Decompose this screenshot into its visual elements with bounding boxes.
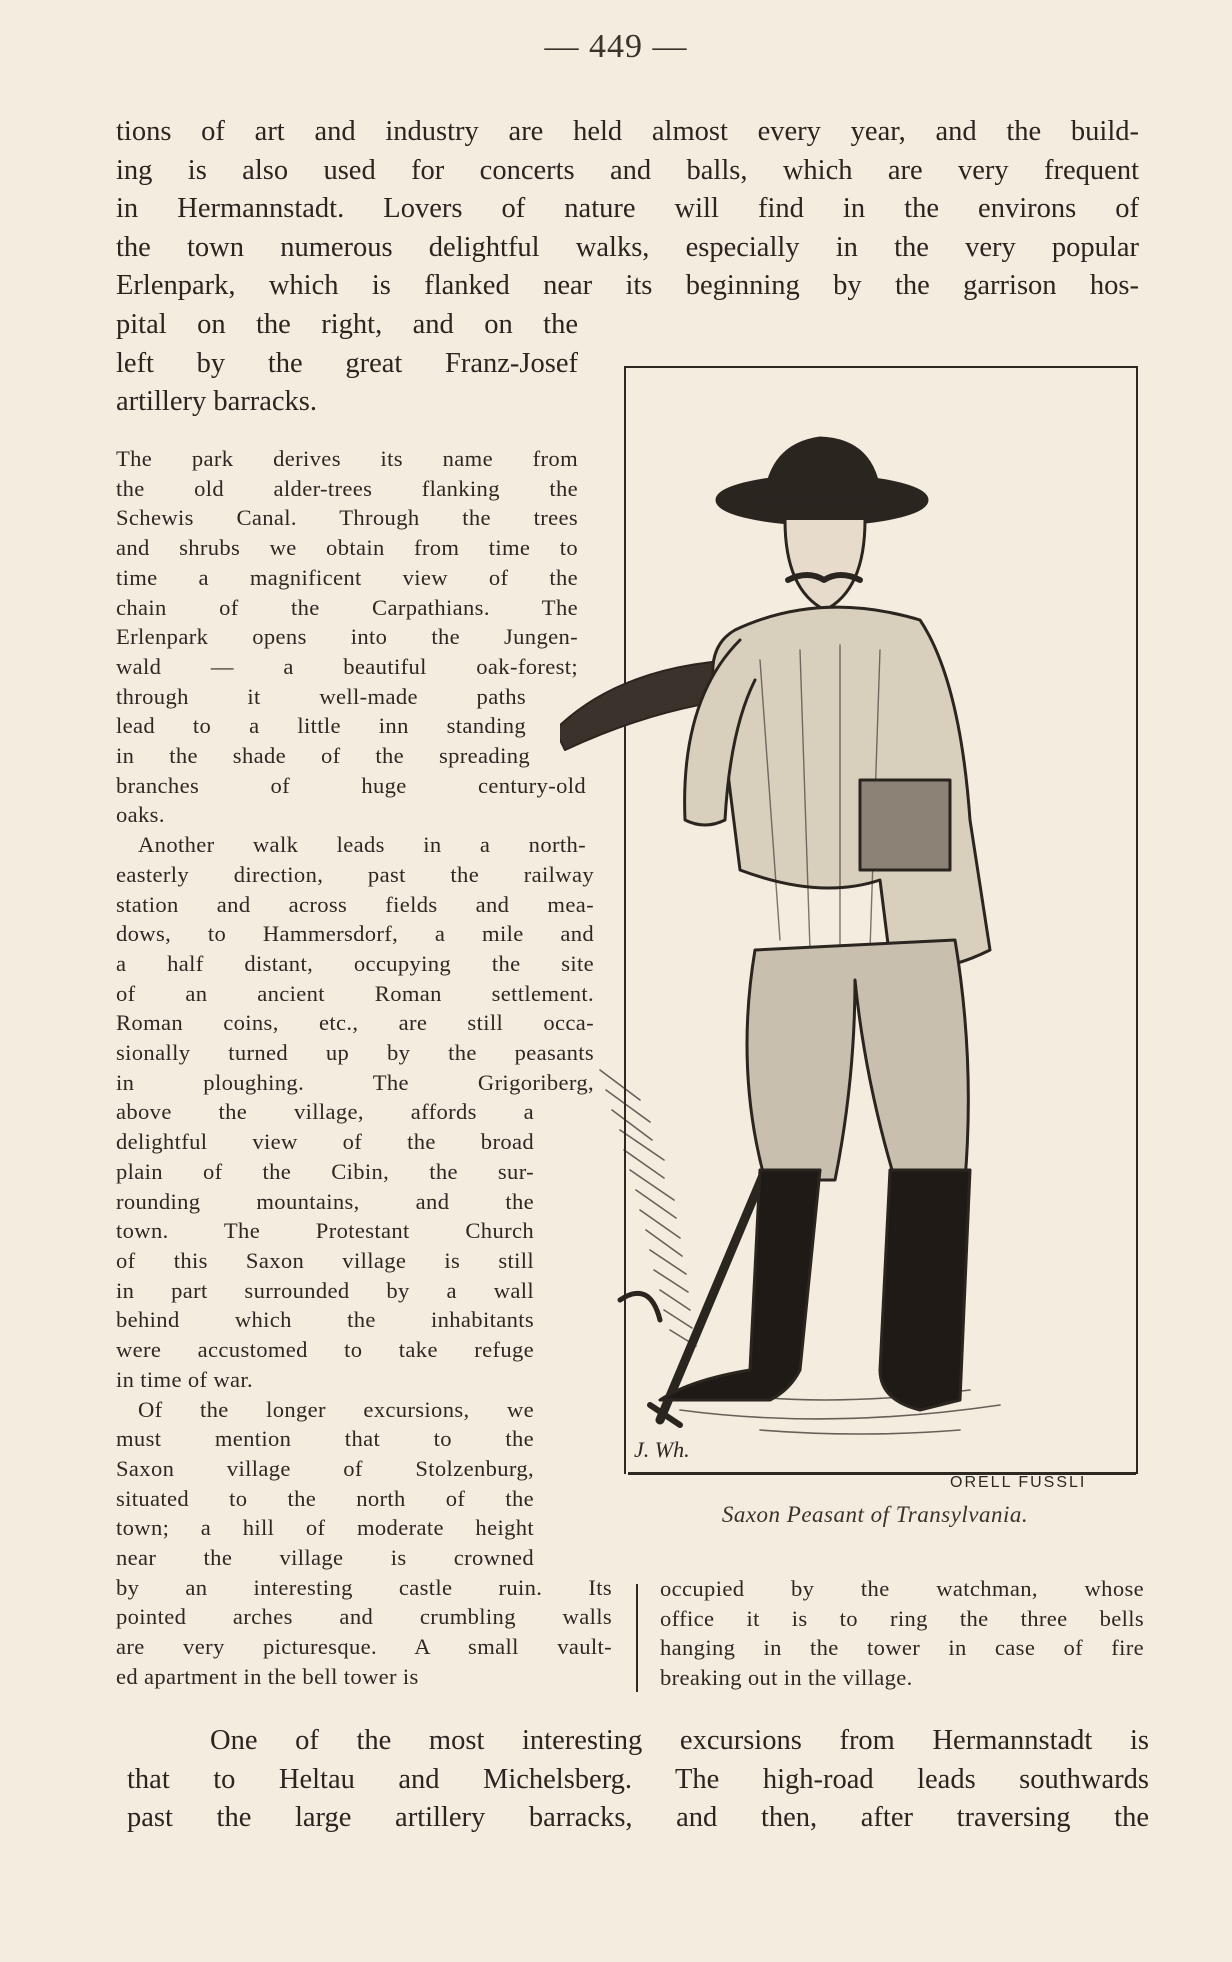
small-line: are very picturesque. A small vault- xyxy=(116,1634,612,1660)
small-line: of this Saxon village is still xyxy=(116,1247,534,1273)
outro-paragraph xyxy=(127,1722,1149,1838)
small-line: must mention that to the xyxy=(116,1426,534,1452)
outro-line: One of the most interesting excursions from Hermannstadt is xyxy=(210,1725,1149,1756)
small-line: delightful view of the broad xyxy=(116,1129,534,1155)
small-line: near the village is crowned xyxy=(116,1545,534,1571)
small-line: were accustomed to take refuge xyxy=(116,1337,534,1363)
small-line: branches of huge century-old xyxy=(116,772,586,798)
small-line: Saxon village of Stolzenburg, xyxy=(116,1455,534,1481)
outro-line: that to Heltau and Michelsberg. The high-road leads southwards xyxy=(127,1763,1149,1795)
small-line: pointed arches and crumbling walls xyxy=(116,1604,612,1630)
small-line: Erlenpark opens into the Jungen- xyxy=(116,624,578,650)
intro-line: in Hermannstadt. Lovers of nature will find in the environs of xyxy=(116,193,1139,225)
small-text-right xyxy=(660,1574,1144,1693)
intro-line: tions of art and industry are held almost every year, and the build- xyxy=(116,116,1139,147)
small-line: in ploughing. The Grigoriberg, xyxy=(116,1069,594,1095)
small-line: the old alder-trees flanking the xyxy=(116,475,578,501)
intro-line: Erlenpark, which is flanked near its beginning by the garrison hos- xyxy=(116,270,1139,302)
small-line: time a magnificent view of the xyxy=(116,564,578,590)
small-line: by an interesting castle ruin. Its xyxy=(116,1574,612,1600)
small-line: behind which the inhabitants xyxy=(116,1307,534,1333)
intro-paragraph-narrow xyxy=(116,306,578,422)
small-line: lead to a little inn standing xyxy=(116,713,526,739)
intro-line: pital on the right, and on the xyxy=(116,309,578,340)
outro-line: past the large artillery barracks, and then, after traversing the xyxy=(127,1802,1149,1834)
small-line: oaks. xyxy=(116,802,165,828)
small-line: and shrubs we obtain from time to xyxy=(116,535,578,561)
small-line: The park derives its name from xyxy=(116,446,578,471)
page-number: — 449 — xyxy=(544,28,688,65)
small-line: chain of the Carpathians. The xyxy=(116,594,578,620)
small-line: above the village, affords a xyxy=(116,1099,534,1125)
small-line: occupied by the watchman, whose xyxy=(660,1576,1144,1601)
small-line: breaking out in the village. xyxy=(660,1665,913,1691)
small-line: hanging in the tower in case of fire xyxy=(660,1635,1144,1661)
column-divider xyxy=(636,1584,638,1692)
intro-line: the town numerous delightful walks, especially in the very popular xyxy=(116,231,1139,263)
small-text-column xyxy=(116,444,612,1692)
small-line: plain of the Cibin, the sur- xyxy=(116,1158,534,1184)
small-line: town; a hill of moderate height xyxy=(116,1515,534,1541)
small-line: Of the longer excursions, we xyxy=(138,1396,534,1422)
peasant-illustration xyxy=(560,430,1120,1450)
small-line: situated to the north of the xyxy=(116,1485,534,1511)
small-line: easterly direction, past the railway xyxy=(116,861,594,887)
intro-paragraph xyxy=(116,113,1139,306)
small-line: town. The Protestant Church xyxy=(116,1218,534,1244)
small-line: ed apartment in the bell tower is xyxy=(116,1663,419,1689)
small-line: Roman coins, etc., are still occa- xyxy=(116,1010,594,1036)
artist-signature: J. Wh. xyxy=(634,1437,690,1462)
small-line: office it is to ring the three bells xyxy=(660,1605,1144,1631)
intro-line: artillery barracks. xyxy=(116,386,317,418)
small-line: in part surrounded by a wall xyxy=(116,1277,534,1303)
small-line: Another walk leads in a north- xyxy=(138,832,586,858)
illustration-caption: Saxon Peasant of Transylvania. xyxy=(721,1502,1029,1527)
small-line: in the shade of the spreading xyxy=(116,743,530,769)
small-line: sionally turned up by the peasants xyxy=(116,1040,594,1066)
small-line: dows, to Hammersdorf, a mile and xyxy=(116,921,594,947)
small-line: rounding mountains, and the xyxy=(116,1188,534,1214)
small-line: Schewis Canal. Through the trees xyxy=(116,505,578,531)
engraver-credit: ORELL FÜSSLI xyxy=(950,1474,1087,1491)
intro-line: left by the great Franz-Josef xyxy=(116,347,578,379)
small-line: of an ancient Roman settlement. xyxy=(116,980,594,1006)
intro-line: ing is also used for concerts and balls, which are very frequent xyxy=(116,154,1139,186)
small-line: a half distant, occupying the site xyxy=(116,950,594,976)
small-line: station and across fields and mea- xyxy=(116,891,594,917)
small-line: in time of war. xyxy=(116,1366,254,1392)
small-line: through it well-made paths xyxy=(116,683,526,709)
small-line: wald — a beautiful oak-forest; xyxy=(116,653,578,679)
